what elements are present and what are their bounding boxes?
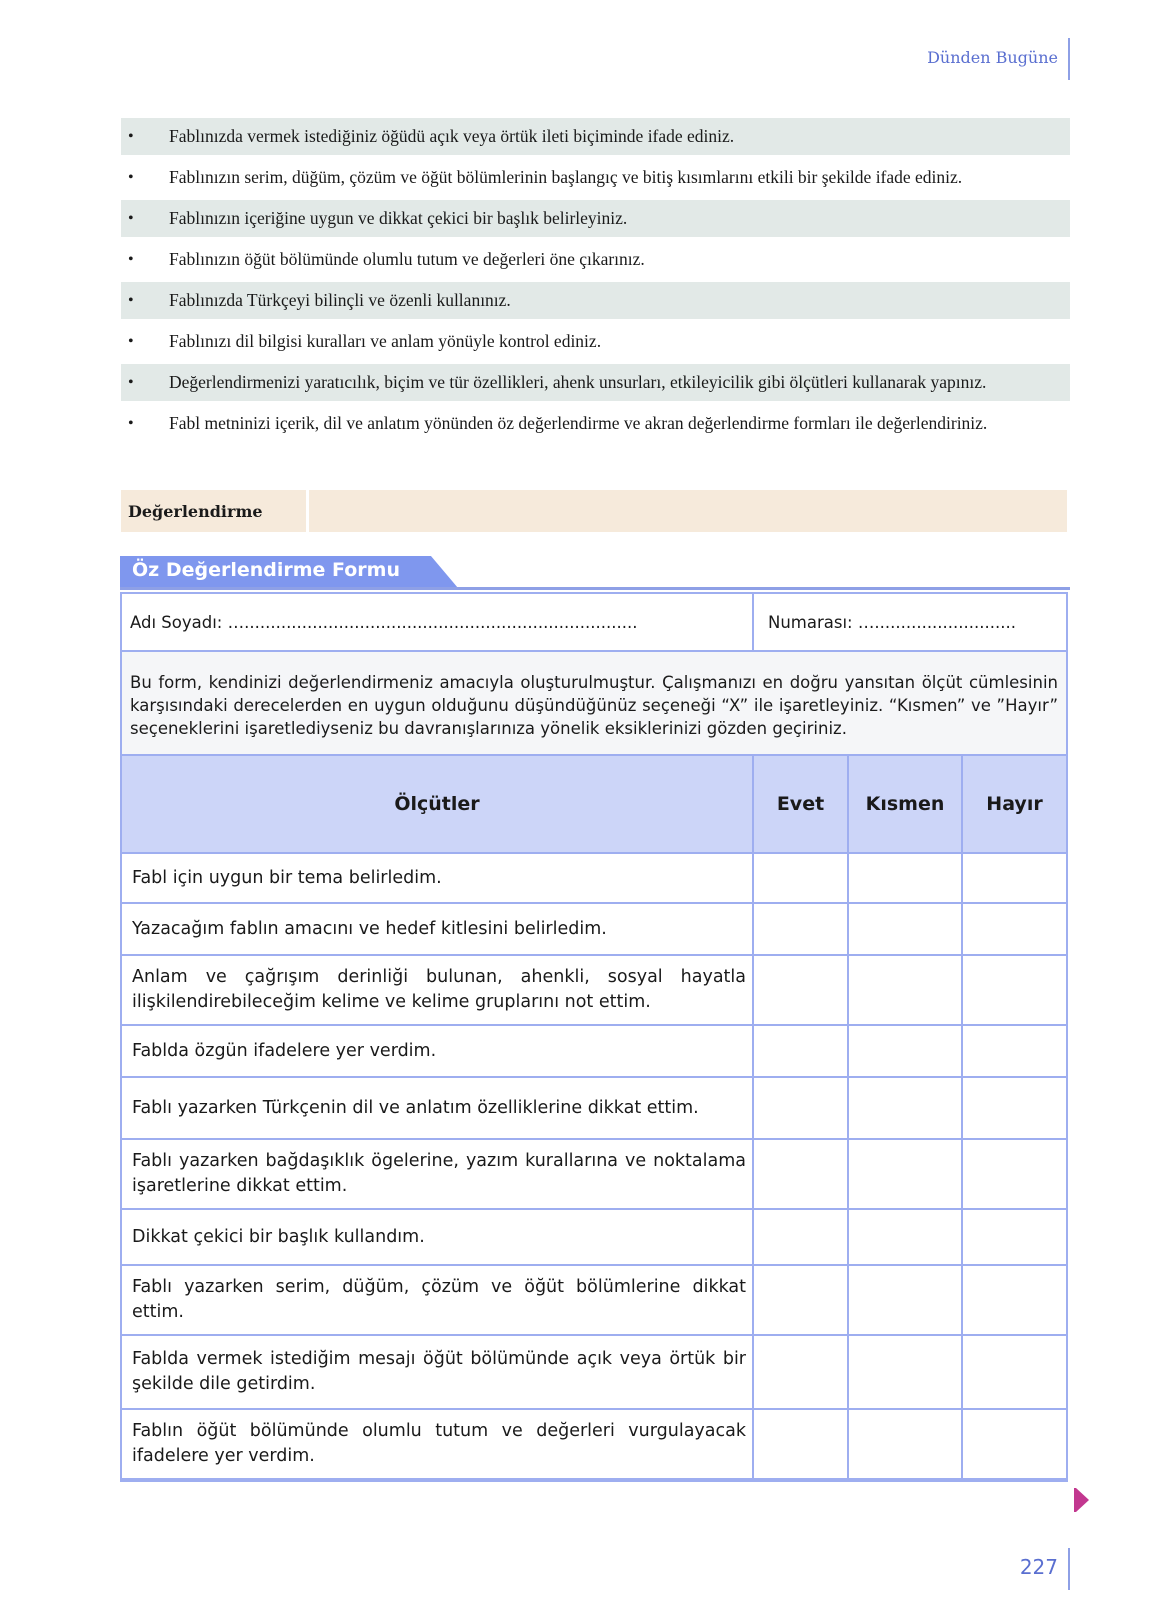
criteria-row [122, 1210, 1066, 1266]
bullet-icon: • [128, 169, 134, 186]
instruction-text: Fabl metninizi içerik, dil ve anlatım yönünden öz değerlendirme ve akran değerlendirme formları ile değerlendiriniz. [169, 413, 988, 433]
criterion-text: Fablın öğüt bölümünde olumlu tutum ve değerleri vurgulayacak ifadelere yer verdim. [132, 1421, 746, 1466]
criteria-row [122, 1140, 1066, 1210]
partly-checkbox-cell[interactable] [847, 1410, 961, 1478]
partly-checkbox-cell[interactable] [847, 1078, 961, 1138]
partly-checkbox-cell[interactable] [847, 1210, 961, 1264]
column-header-criteria: Ölçütler [394, 793, 480, 815]
yes-checkbox-cell[interactable] [752, 956, 847, 1024]
column-header-partly: Kısmen [847, 756, 961, 852]
footer-divider [1068, 1548, 1070, 1590]
bullet-icon: • [128, 292, 134, 309]
header-divider [1068, 38, 1070, 80]
partly-checkbox-cell[interactable] [847, 854, 961, 902]
instruction-text: Değerlendirmenizi yaratıcılık, biçim ve tür özellikleri, ahenk unsurları, etkileyicilik gibi ölçütleri kullanarak yapınız. [169, 372, 987, 392]
criteria-header-row [122, 756, 1066, 854]
instruction-item [121, 200, 1070, 237]
instruction-item [121, 159, 1070, 196]
column-header-no: Hayır [961, 756, 1066, 852]
column-header-yes: Evet [752, 756, 847, 852]
no-checkbox-cell[interactable] [961, 904, 1066, 954]
criteria-row [122, 1336, 1066, 1410]
criterion-text: Anlam ve çağrışım derinliği bulunan, ahenkli, sosyal hayatla ilişkilendirebileceğim kelime ve kelime gruplarını not ettim. [132, 967, 746, 1012]
form-instructions: Bu form, kendinizi değerlendirmeniz amacıyla oluşturulmuştur. Çalışmanızı en doğru yansıtan ölçüt cümlesinin karşısındaki derecelerden en uygun olduğunu düşündüğünüz seçeneği “X” ile işaretleyiniz. “Kısmen” ve ”Hayır” seçeneklerini işaretlediyseniz bu davranışlarınıza yönelik eksiklerinizi gözden geçiriniz. [122, 652, 1066, 754]
criteria-row [122, 1078, 1066, 1140]
instruction-text: Fablınızın öğüt bölümünde olumlu tutum ve değerleri öne çıkarınız. [169, 249, 645, 269]
partly-checkbox-cell[interactable] [847, 1140, 961, 1208]
criterion-text: Yazacağım fablın amacını ve hedef kitlesini belirledim. [132, 918, 607, 939]
yes-checkbox-cell[interactable] [752, 904, 847, 954]
instruction-item [121, 241, 1070, 278]
form-title-rule [120, 587, 1070, 590]
evaluation-bar-fill [309, 490, 1067, 532]
partly-checkbox-cell[interactable] [847, 904, 961, 954]
form-title: Öz Değerlendirme Formu [132, 559, 401, 581]
yes-checkbox-cell[interactable] [752, 1078, 847, 1138]
yes-checkbox-cell[interactable] [752, 1210, 847, 1264]
bullet-icon: • [128, 210, 134, 227]
criteria-row [122, 1410, 1066, 1480]
criteria-row [122, 1026, 1066, 1078]
no-checkbox-cell[interactable] [961, 1026, 1066, 1076]
criteria-row [122, 956, 1066, 1026]
criterion-text: Fablı yazarken Türkçenin dil ve anlatım özelliklerine dikkat ettim. [132, 1097, 699, 1118]
no-checkbox-cell[interactable] [961, 1266, 1066, 1334]
criterion-text: Fablda özgün ifadelere yer verdim. [132, 1040, 437, 1061]
partly-checkbox-cell[interactable] [847, 956, 961, 1024]
criterion-text: Fabl için uygun bir tema belirledim. [132, 867, 442, 888]
criteria-row [122, 904, 1066, 956]
no-checkbox-cell[interactable] [961, 956, 1066, 1024]
yes-checkbox-cell[interactable] [752, 1410, 847, 1478]
bullet-icon: • [128, 128, 134, 145]
page-number: 227 [1019, 1555, 1058, 1579]
criterion-text: Fablda vermek istediğim mesajı öğüt bölümünde açık veya örtük bir şekilde dile getirdim. [132, 1349, 746, 1394]
criterion-text: Dikkat çekici bir başlık kullandım. [132, 1226, 425, 1247]
bullet-icon: • [128, 251, 134, 268]
instruction-text: Fablınızı dil bilgisi kuralları ve anlam yönüyle kontrol ediniz. [169, 331, 602, 351]
yes-checkbox-cell[interactable] [752, 1336, 847, 1408]
bullet-icon: • [128, 333, 134, 350]
instruction-list [121, 118, 1070, 442]
instruction-item [121, 364, 1070, 401]
bullet-icon: • [128, 415, 134, 432]
partly-checkbox-cell[interactable] [847, 1336, 961, 1408]
no-checkbox-cell[interactable] [961, 1210, 1066, 1264]
yes-checkbox-cell[interactable] [752, 1140, 847, 1208]
partly-checkbox-cell[interactable] [847, 1026, 961, 1076]
no-checkbox-cell[interactable] [961, 1078, 1066, 1138]
next-page-arrow-icon[interactable] [1076, 1488, 1089, 1512]
no-checkbox-cell[interactable] [961, 854, 1066, 902]
no-checkbox-cell[interactable] [961, 1410, 1066, 1478]
evaluation-bar [121, 490, 1067, 532]
self-assessment-form [120, 592, 1068, 1482]
instruction-item [121, 282, 1070, 319]
instruction-text: Fablınızın içeriğine uygun ve dikkat çekici bir başlık belirleyiniz. [169, 208, 628, 228]
form-instructions-row [122, 652, 1066, 756]
instruction-item [121, 405, 1070, 442]
partly-checkbox-cell[interactable] [847, 1266, 961, 1334]
yes-checkbox-cell[interactable] [752, 1266, 847, 1334]
instruction-text: Fablınızda vermek istediğiniz öğüdü açık veya örtük ileti biçiminde ifade ediniz. [169, 126, 735, 146]
criterion-text: Fablı yazarken bağdaşıklık ögelerine, yazım kurallarına ve noktalama işaretlerine dikkat ettim. [132, 1151, 746, 1196]
no-checkbox-cell[interactable] [961, 1336, 1066, 1408]
instruction-item [121, 323, 1070, 360]
instruction-text: Fablınızda Türkçeyi bilinçli ve özenli kullanınız. [169, 290, 511, 310]
yes-checkbox-cell[interactable] [752, 854, 847, 902]
no-checkbox-cell[interactable] [961, 1140, 1066, 1208]
criterion-text: Fablı yazarken serim, düğüm, çözüm ve öğüt bölümlerine dikkat ettim. [132, 1277, 746, 1322]
yes-checkbox-cell[interactable] [752, 1026, 847, 1076]
running-head-title: Dünden Bugüne [927, 48, 1058, 67]
student-info-row [122, 594, 1066, 652]
number-field[interactable]: Numarası: …........................... [752, 594, 1066, 650]
instruction-text: Fablınızın serim, düğüm, çözüm ve öğüt bölümlerinin başlangıç ve bitiş kısımlarını etkili bir şekilde ifade ediniz. [169, 167, 963, 187]
criteria-row [122, 1266, 1066, 1336]
name-field[interactable]: Adı Soyadı: …........................................................................... [130, 612, 638, 632]
bullet-icon: • [128, 374, 134, 391]
instruction-item [121, 118, 1070, 155]
criteria-row [122, 854, 1066, 904]
evaluation-label: Değerlendirme [121, 490, 306, 532]
